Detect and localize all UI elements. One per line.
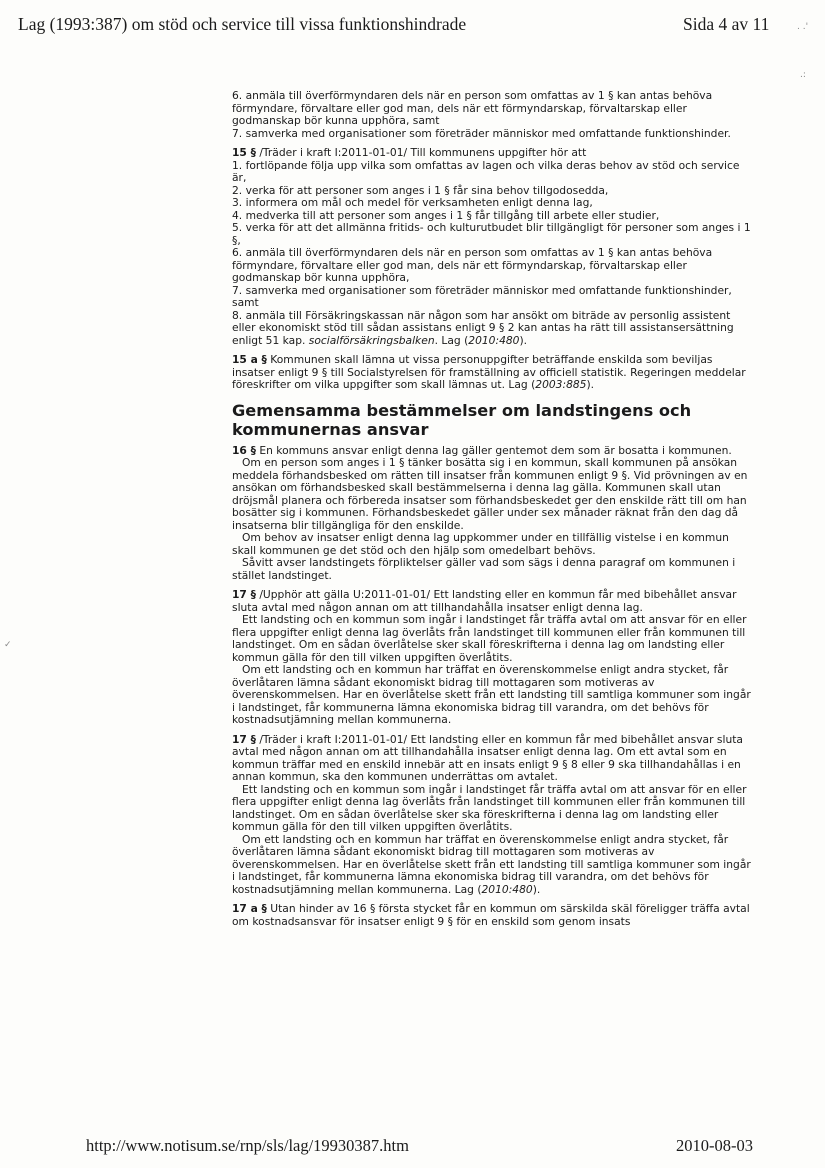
section-paragraph: Såvitt avser landstingets förpliktelser gäller vad som sägs i denna paragraf om kommunen i stället landstinget. [232, 556, 736, 582]
section-number: 17 a § [232, 902, 267, 915]
section-15 [232, 147, 756, 347]
section-16 [232, 445, 756, 583]
section-text: ). [586, 378, 595, 391]
section-paragraph [232, 354, 756, 392]
law-reference: 2010:480 [481, 882, 533, 896]
section-paragraph: Om behov av insatser enligt denna lag uppkommer under en tillfällig vistelse i en kommun skall kommunen ge det stöd och den hjälp som omedelbart behövs. [232, 531, 729, 557]
section-paragraph: Om en person som anges i 1 § tänker bosätta sig i en kommun, skall kommunen på ansökan meddela förhandsbesked om rätten till insatser från kommunen enligt 9 §. Vid prövningen av en ansökan om förhandsbesked skall bestämmelserna i denna lag gälla. Kommunen skall utan dröjsmål planera och förbereda insatser som förhandsbeskedet ger den enskilde rätt till om han bosätter sig i kommunen. Förhandsbeskedet gäller under sex månader räknat från den dag då insatserna blir tillgängliga för den enskilde. [232, 456, 748, 532]
law-reference: socialförsäkringsbalken [308, 333, 435, 347]
section-paragraph: Ett landsting och en kommun som ingår i landstinget får träffa avtal om att ansvar för en eller flera uppgifter enligt denna lag överlåts från landstinget till kommunen eller från kommunen till landstinget. Om en sådan överlåtelse sker skall föreskrifterna i denna lag om landsting eller kommun gälla för den till vilken uppgiften överlåtits. [232, 613, 747, 664]
section-paragraph [232, 589, 756, 614]
section-17-new [232, 734, 756, 897]
section-text: /Upphör att gälla U:2011-01-01/ Ett landsting eller en kommun får med bibehållet ansvar sluta avtal med någon annan om att tillhandahålla insatser enligt denna lag. [232, 588, 737, 614]
section-15a [232, 354, 756, 392]
section-paragraph [232, 903, 756, 928]
list-item: 7. samverka med organisationer som företräder människor med omfattande funktionshinder. [232, 126, 731, 140]
list-item: 3. informera om mål och medel för verksamheten enligt denna lag, [232, 196, 593, 209]
scan-mark-icon: ✓ [4, 640, 12, 650]
print-date: 2010-08-03 [676, 1136, 753, 1155]
section-17a [232, 903, 756, 928]
page-number: Sida 4 av 11 [683, 14, 770, 34]
section-intro [232, 147, 756, 160]
scan-speck-icon: . .' [797, 22, 809, 32]
list-item-text: . Lag ( [434, 333, 469, 347]
section-text: Om ett landsting och en kommun har träffat en överenskommelse enligt andra stycket, får överlåtaren lämna sådant ekonomiskt bidrag till mottagaren som motiveras av överenskommelsen. Har en överlåtelse skett från ett landsting till samtliga kommuner som ingår i landstinget, får kommunerna lämna ekonomiska bidrag till varandra, om det behövs för kostnadsutjämning mellan kommunerna. Lag ( [232, 832, 751, 896]
section-text: En kommuns ansvar enligt denna lag gäller gentemot dem som är bosatta i kommunen. [255, 443, 732, 457]
section-paragraph [232, 734, 756, 784]
source-url: http://www.notisum.se/rnp/sls/lag/19930387.htm [86, 1136, 409, 1155]
list-item [232, 310, 756, 348]
section-paragraph: Om ett landsting och en kommun har träffat en överenskommelse enligt andra stycket, får överlåtaren lämna sådant ekonomiskt bidrag till mottagaren som motiveras av överenskommelsen. Har en överlåtelse skett från ett landsting till samtliga kommuner som ingår i landstinget, får kommunerna lämna ekonomiska bidrag till varandra, om det behövs för kostnadsutjämning mellan kommunerna. [232, 663, 751, 726]
section-number: 17 § [232, 588, 256, 601]
law-reference: 2010:480 [468, 333, 520, 347]
document-title: Lag (1993:387) om stöd och service till vissa funktionshindrade [18, 14, 467, 34]
list-item: 2. verka för att personer som anges i 1 § får sina behov tillgodosedda, [232, 183, 609, 197]
list-continuation [232, 90, 756, 140]
section-text: ). [532, 882, 541, 896]
section-paragraph [232, 834, 756, 897]
list-item: 4. medverka till att personer som anges i 1 § får tillgång till arbete eller studier, [232, 208, 660, 222]
section-text: /Träder i kraft I:2011-01-01/ Till kommunens uppgifter hör att [255, 146, 587, 159]
list-item: 6. anmäla till överförmyndaren dels när en person som omfattas av 1 § kan antas behöva förmyndare, förvaltare eller god man, dels när ett förmyndarskap, förvaltarskap eller godmanskap bör kunna upphöra, [232, 246, 713, 284]
list-item-text: 8. anmäla till Försäkringskassan när någon som har ansökt om biträde av personlig assistent eller ekonomiskt stöd till sådan assistans enligt 9 § 2 kan antas ha rätt till assistansersättning enligt 51 kap. [232, 308, 734, 347]
list-item: 6. anmäla till överförmyndaren dels när en person som omfattas av 1 § kan antas behöva förmyndare, förvaltare eller god man, dels när ett förmyndarskap, förvaltarskap eller godmanskap bör kunna upphöra, samt [232, 89, 713, 127]
section-text: Kommunen skall lämna ut vissa personuppgifter beträffande enskilda som beviljas insatser enligt 9 § till Socialstyrelsen för framställning av officiell statistik. Regeringen meddelar föreskrifter om vilka uppgifter som skall lämnas ut. Lag ( [232, 353, 746, 391]
list-item: 7. samverka med organisationer som företräder människor med omfattande funktionshinder, samt [232, 283, 732, 309]
list-item: 5. verka för att det allmänna fritids- och kulturutbudet blir tillgängligt för personer som anges i 1 §, [232, 221, 751, 247]
list-item: 1. fortlöpande följa upp vilka som omfattas av lagen och vilka deras behov av stöd och service är, [232, 158, 740, 184]
section-number: 17 § [232, 732, 256, 746]
law-reference: 2003:885 [535, 378, 587, 391]
document-body [232, 90, 756, 935]
list-item-text: ). [519, 333, 528, 347]
section-text: Utan hinder av 16 § första stycket får en kommun om särskilda skäl föreligger träffa avtal om kostnadsansvar för insatser enligt 9 § för en enskild som genom insats [232, 902, 750, 928]
scan-speck-icon: .: [800, 70, 806, 80]
section-number: 16 § [232, 443, 256, 457]
section-paragraph: Ett landsting och en kommun som ingår i landstinget får träffa avtal om att ansvar för en eller flera uppgifter enligt denna lag överlåts från landstinget till kommunen eller från kommunen till landstinget. Om en sådan överlåtelse sker ska föreskrifterna i denna lag om landsting eller kommun gälla för den till vilken uppgiften överlåtits. [232, 782, 747, 833]
chapter-heading: Gemensamma bestämmelser om landstingens och kommunernas ansvar [232, 400, 692, 439]
section-text: /Träder i kraft I:2011-01-01/ Ett landsting eller en kommun får med bibehållet ansvar sluta avtal med någon annan om att tillhandahålla insatser enligt denna lag. Om ett avtal som en kommun träffar med en enskild innebär att en insats enligt 9 § 8 eller 9 ska tillhandahållas i en annan kommun, ska den kommunen underrättas om avtalet. [232, 732, 743, 783]
section-number: 15 a § [232, 353, 267, 366]
section-number: 15 § [232, 146, 256, 159]
section-17-old [232, 589, 756, 727]
